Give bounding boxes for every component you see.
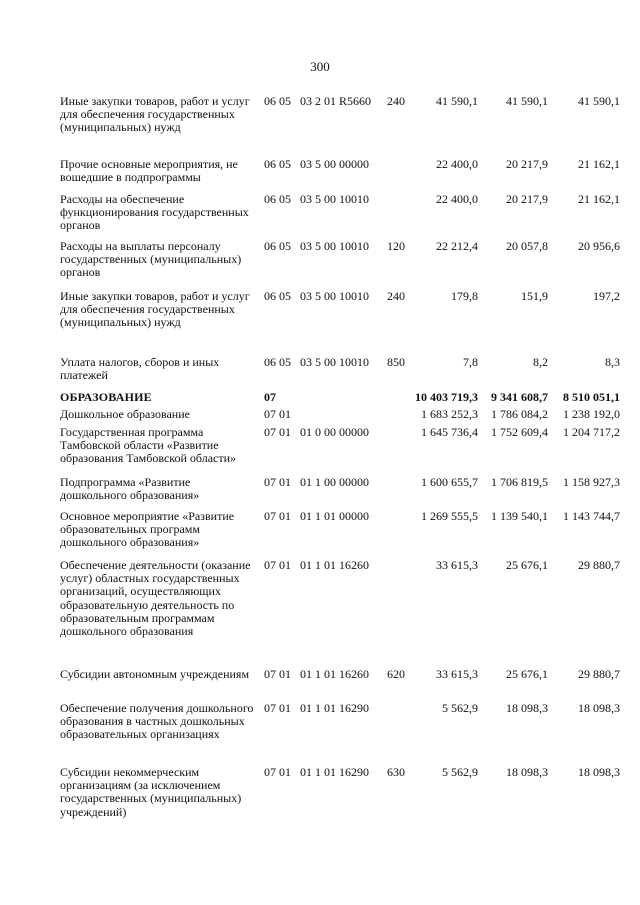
row-value-1: 5 562,9 (442, 701, 478, 715)
row-target: 01 0 00 00000 (300, 425, 369, 439)
row-value-2: 8,2 (533, 355, 548, 369)
row-value-1: 1 600 655,7 (421, 475, 478, 489)
row-name: Расходы на обеспечение функционирования государственных органов (60, 192, 249, 233)
row-type: 240 (387, 94, 405, 108)
row-value-3: 8 510 051,1 (563, 390, 620, 404)
row-value-2: 151,9 (521, 289, 548, 303)
row-target: 01 1 01 16260 (300, 667, 369, 681)
row-value-3: 41 590,1 (578, 94, 620, 108)
row-target: 03 5 00 10010 (300, 239, 369, 253)
row-value-2: 25 676,1 (506, 558, 548, 572)
row-value-2: 18 098,3 (506, 765, 548, 779)
row-name: Обеспечение получения дошкольного образования в частных дошкольных образовательных организациях (60, 701, 254, 742)
row-name: Обеспечение деятельности (оказание услуг) областных государственных организаций, осуществляющих образовательную деятельность по образовательным программам дошкольного образования (60, 558, 251, 639)
row-value-1: 41 590,1 (436, 94, 478, 108)
row-value-3: 1 143 744,7 (563, 509, 620, 523)
row-name: ОБРАЗОВАНИЕ (60, 390, 152, 404)
row-value-1: 33 615,3 (436, 667, 478, 681)
row-value-2: 20 217,9 (506, 192, 548, 206)
row-value-3: 21 162,1 (578, 157, 620, 171)
row-target: 01 1 01 16260 (300, 558, 369, 572)
row-value-2: 9 341 608,7 (491, 390, 548, 404)
row-value-2: 20 057,8 (506, 239, 548, 253)
row-target: 01 1 01 16290 (300, 701, 369, 715)
row-value-3: 1 158 927,3 (563, 475, 620, 489)
row-name: Дошкольное образование (60, 407, 190, 421)
row-section: 06 05 (264, 192, 291, 206)
row-value-1: 22 400,0 (436, 157, 478, 171)
row-type: 630 (387, 765, 405, 779)
row-type: 120 (387, 239, 405, 253)
row-value-2: 41 590,1 (506, 94, 548, 108)
row-value-2: 20 217,9 (506, 157, 548, 171)
row-value-3: 197,2 (593, 289, 620, 303)
row-target: 03 5 00 00000 (300, 157, 369, 171)
row-section: 07 01 (264, 765, 291, 779)
row-section: 07 (264, 390, 276, 404)
row-type: 240 (387, 289, 405, 303)
row-value-1: 7,8 (463, 355, 478, 369)
row-value-2: 1 786 084,2 (491, 407, 548, 421)
row-section: 07 01 (264, 407, 291, 421)
row-target: 01 1 00 00000 (300, 475, 369, 489)
row-value-3: 21 162,1 (578, 192, 620, 206)
row-name: Расходы на выплаты персоналу государственных (муниципальных) органов (60, 239, 242, 280)
row-value-3: 29 880,7 (578, 667, 620, 681)
row-target: 03 2 01 R5660 (300, 94, 372, 108)
row-section: 07 01 (264, 701, 291, 715)
row-name: Субсидии некоммерческим организациям (за исключением государственных (муниципальных) учреждений) (60, 765, 242, 819)
row-value-1: 10 403 719,3 (415, 390, 478, 404)
row-name: Иные закупки товаров, работ и услуг для обеспечения государственных (муниципальных) нужд (60, 94, 250, 135)
row-value-1: 1 683 252,3 (421, 407, 478, 421)
row-target: 03 5 00 10010 (300, 192, 369, 206)
row-value-3: 18 098,3 (578, 701, 620, 715)
row-value-3: 20 956,6 (578, 239, 620, 253)
row-section: 06 05 (264, 289, 291, 303)
page-number: 300 (310, 59, 330, 74)
row-section: 06 05 (264, 239, 291, 253)
row-name: Субсидии автономным учреждениям (60, 667, 250, 681)
row-section: 07 01 (264, 425, 291, 439)
row-value-1: 33 615,3 (436, 558, 478, 572)
row-value-2: 1 706 819,5 (491, 475, 548, 489)
row-value-1: 22 212,4 (436, 239, 478, 253)
row-value-1: 1 645 736,4 (421, 425, 478, 439)
row-target: 01 1 01 00000 (300, 509, 369, 523)
row-section: 07 01 (264, 509, 291, 523)
row-section: 06 05 (264, 94, 291, 108)
row-value-1: 5 562,9 (442, 765, 478, 779)
row-target: 03 5 00 10010 (300, 355, 369, 369)
row-value-2: 25 676,1 (506, 667, 548, 681)
row-value-1: 179,8 (451, 289, 478, 303)
row-name: Иные закупки товаров, работ и услуг для обеспечения государственных (муниципальных) нужд (60, 289, 250, 330)
row-section: 07 01 (264, 475, 291, 489)
row-type: 620 (387, 667, 405, 681)
row-value-2: 1 139 540,1 (491, 509, 548, 523)
row-name: Прочие основные мероприятия, не вошедшие в подпрограммы (60, 157, 238, 185)
row-value-3: 8,3 (605, 355, 620, 369)
row-value-1: 22 400,0 (436, 192, 478, 206)
row-name: Основное мероприятие «Развитие образовательных программ дошкольного образования» (60, 509, 235, 550)
row-value-2: 18 098,3 (506, 701, 548, 715)
row-value-3: 29 880,7 (578, 558, 620, 572)
row-name: Подпрограмма «Развитие дошкольного образования» (60, 475, 200, 503)
row-value-1: 1 269 555,5 (421, 509, 478, 523)
row-value-3: 1 204 717,2 (563, 425, 620, 439)
row-name: Уплата налогов, сборов и иных платежей (60, 355, 220, 383)
row-value-3: 18 098,3 (578, 765, 620, 779)
row-name: Государственная программа Тамбовской области «Развитие образования Тамбовской области» (60, 425, 237, 466)
row-value-2: 1 752 609,4 (491, 425, 548, 439)
row-section: 07 01 (264, 558, 291, 572)
row-target: 01 1 01 16290 (300, 765, 369, 779)
row-target: 03 5 00 10010 (300, 289, 369, 303)
row-type: 850 (387, 355, 405, 369)
row-section: 06 05 (264, 157, 291, 171)
row-value-3: 1 238 192,0 (563, 407, 620, 421)
row-section: 06 05 (264, 355, 291, 369)
row-section: 07 01 (264, 667, 291, 681)
